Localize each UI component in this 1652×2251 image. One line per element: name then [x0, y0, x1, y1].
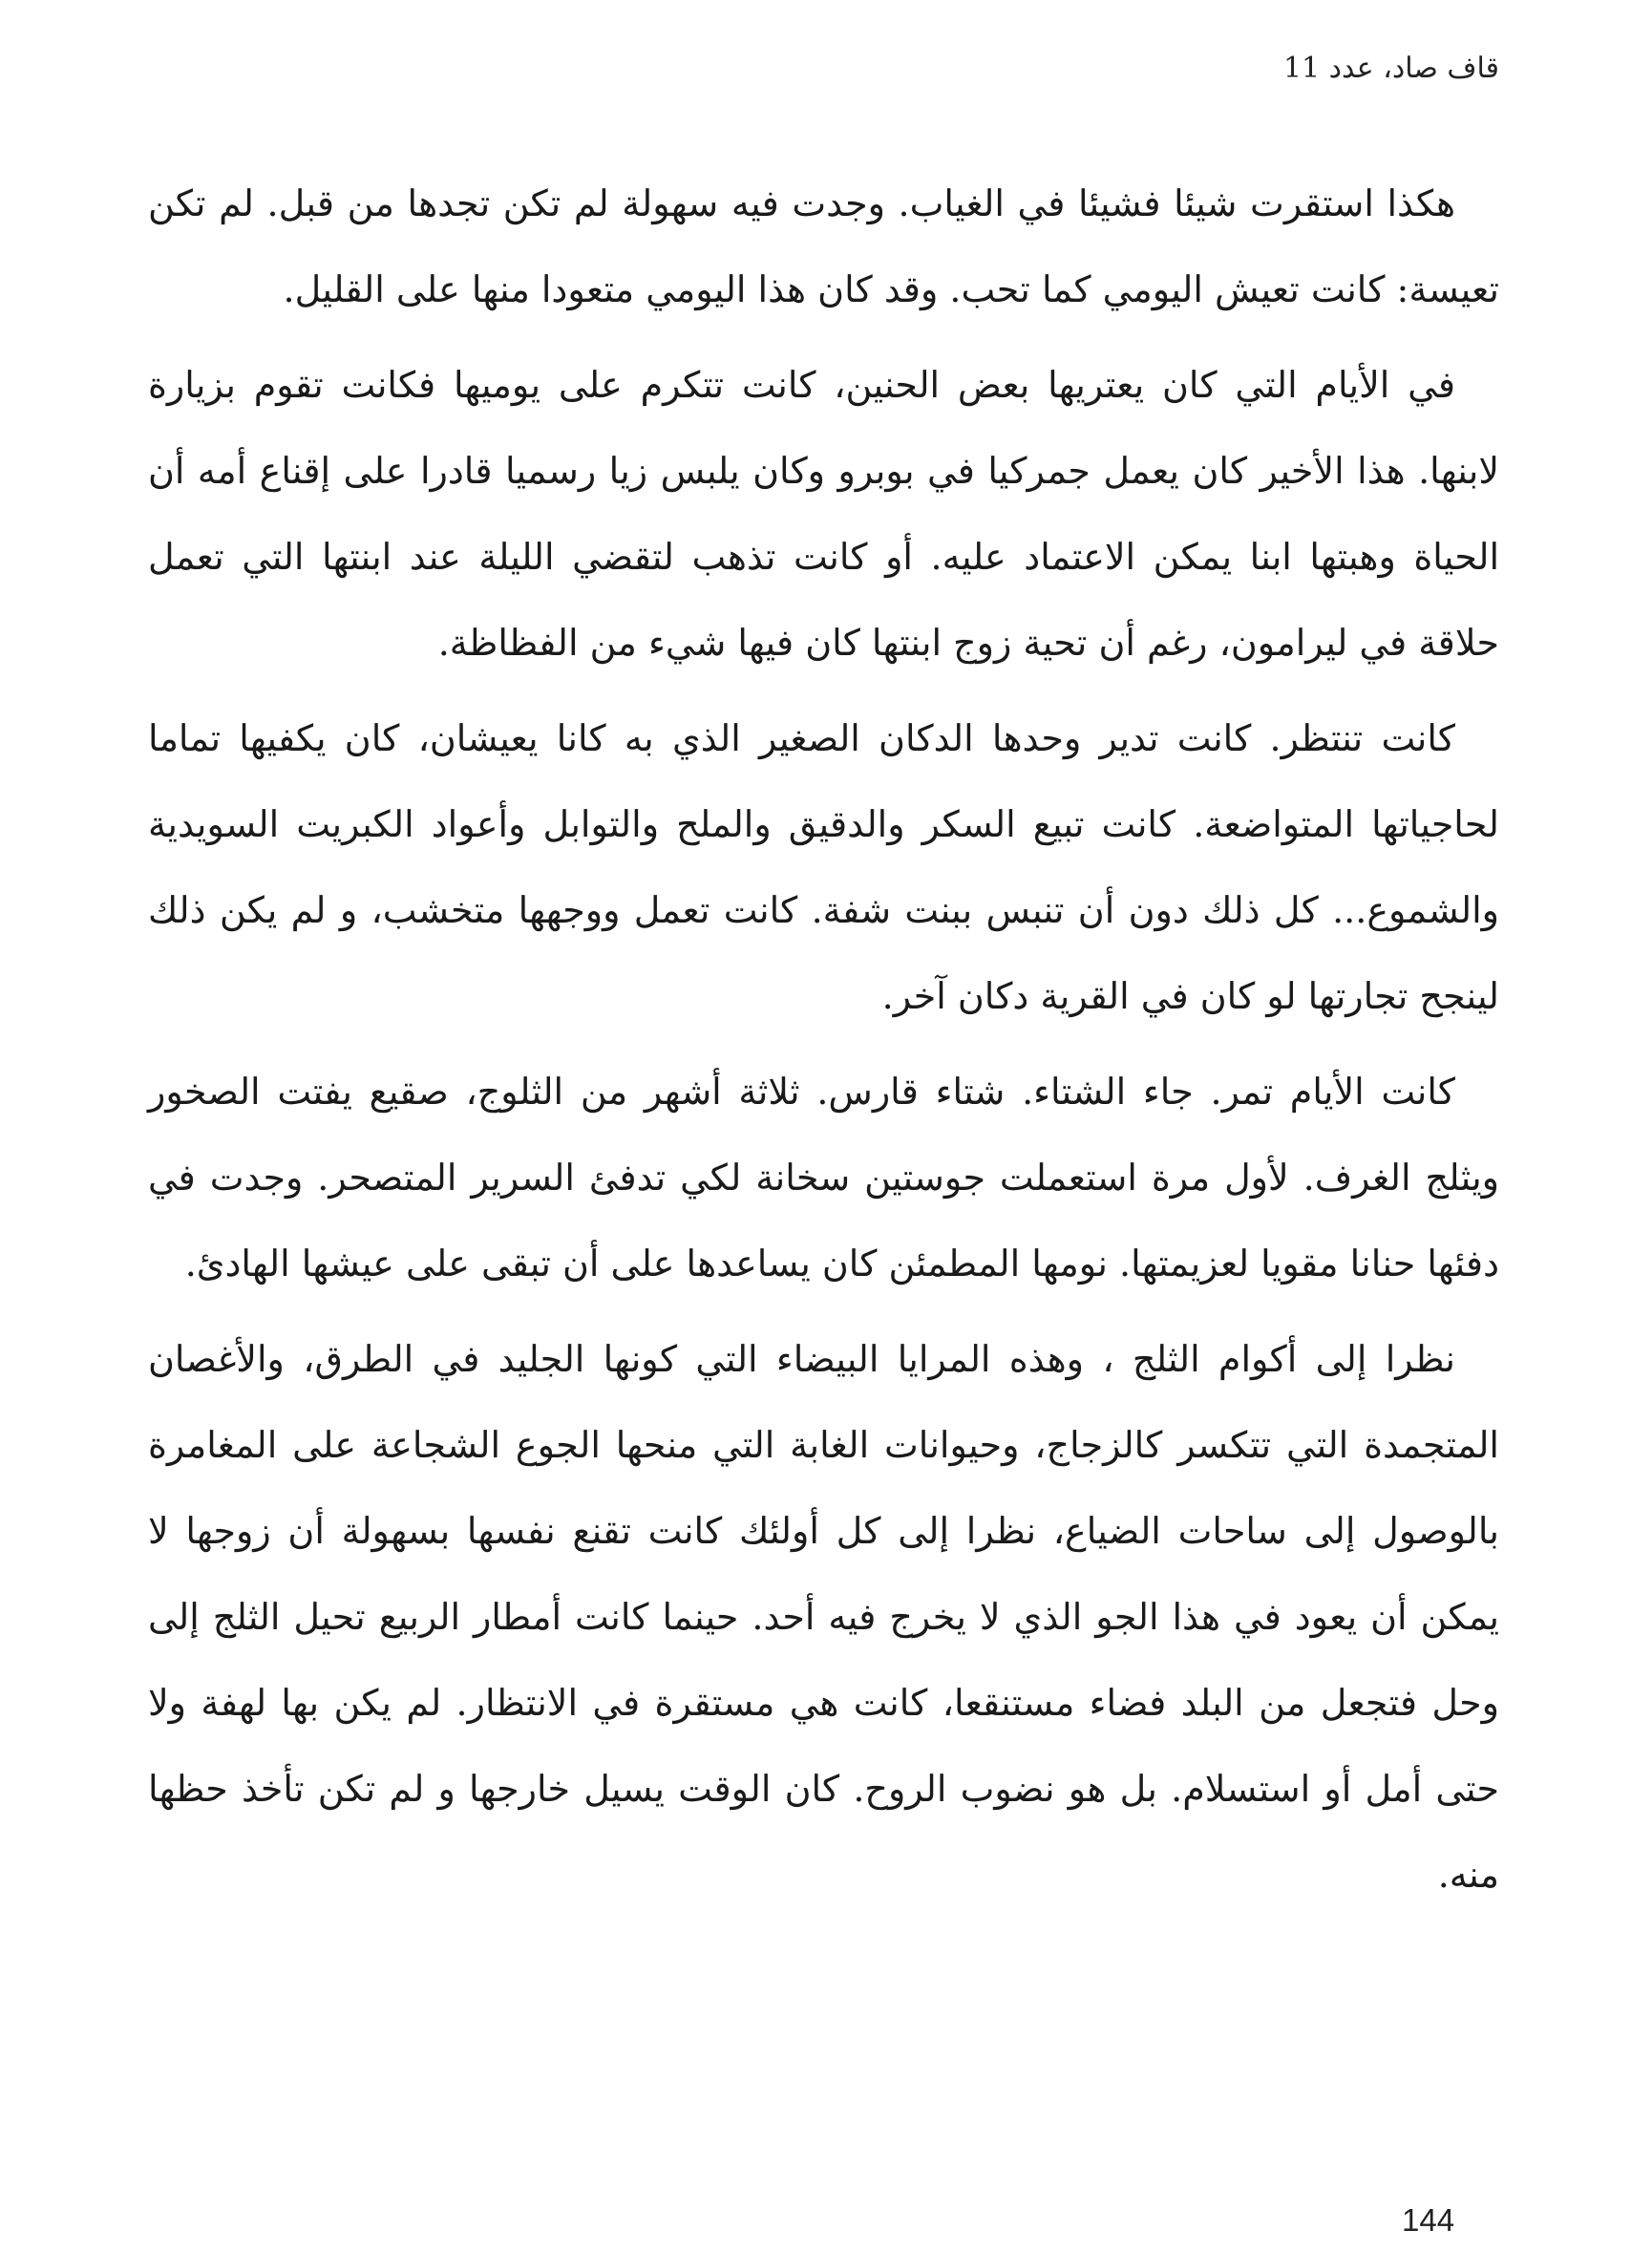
paragraph: نظرا إلى أكوام الثلج ، وهذه المرايا البيضاء التي كونها الجليد في الطرق، والأغصان المتجمدة التي تتكسر كالزجاج، وحيوانات الغابة التي منحها الجوع الشجاعة على المغامرة بالوصول إلى ساحات الضياع، نظرا إلى كل أولئك كانت تقنع نفسها بسهولة أن زوجها لا يمكن أن يعود في هذا الجو الذي لا يخرج فيه أحد. حينما كانت أمطار الربيع تحيل الثلج إلى وحل فتجعل من البلد فضاء مستنقعا، كانت هي مستقرة في الانتظار. لم يكن بها لهفة ولا حتى أمل أو استسلام. بل هو نضوب الروح. كان الوقت يسيل خارجها و لم تكن تأخذ حظها منه.	[148, 1338, 1499, 1896]
paragraph: كانت الأيام تمر. جاء الشتاء. شتاء قارس. ثلاثة أشهر من الثلوج، صقيع يفتت الصخور ويثلج الغرف. لأول مرة استعملت جوستين سخانة لكي تدفئ السرير المتصحر. وجدت في دفئها حنانا مقويا لعزيمتها. نومها المطمئن كان يساعدها على أن تبقى على عيشها الهادئ.	[148, 1071, 1499, 1285]
paragraph: كانت تنتظر. كانت تدير وحدها الدكان الصغير الذي به كانا يعيشان، كان يكفيها تماما لحاجياتها المتواضعة. كانت تبيع السكر والدقيق والملح والتوابل وأعواد الكبريت السويدية والشموع... كل ذلك دون أن تنبس ببنت شفة. كانت تعمل ووجهها متخشب، و لم يكن ذلك لينجح تجارتها لو كان في القرية دكان آخر.	[148, 717, 1499, 1017]
paragraph: في الأيام التي كان يعتريها بعض الحنين، كانت تتكرم على يوميها فكانت تقوم بزيارة لابنها. هذا الأخير كان يعمل جمركيا في بوبرو وكان يلبس زيا رسميا قادرا على إقناع أمه أن الحياة وهبتها ابنا يمكن الاعتماد عليه. أو كانت تذهب لتقضي الليلة عند ابنتها التي تعمل حلاقة في ليرامون، رغم أن تحية زوج ابنتها كان فيها شيء من الفظاظة.	[148, 364, 1499, 664]
page-body	[148, 160, 1499, 1918]
page-number: 144	[1402, 2202, 1455, 2238]
running-header: قاف صاد، عدد 11	[1282, 52, 1499, 85]
paragraph: هكذا استقرت شيئا فشيئا في الغياب. وجدت فيه سهولة لم تكن تجدها من قبل. لم تكن تعيسة: كانت تعيش اليومي كما تحب. وقد كان هذا اليومي متعودا منها على القليل.	[148, 182, 1499, 310]
